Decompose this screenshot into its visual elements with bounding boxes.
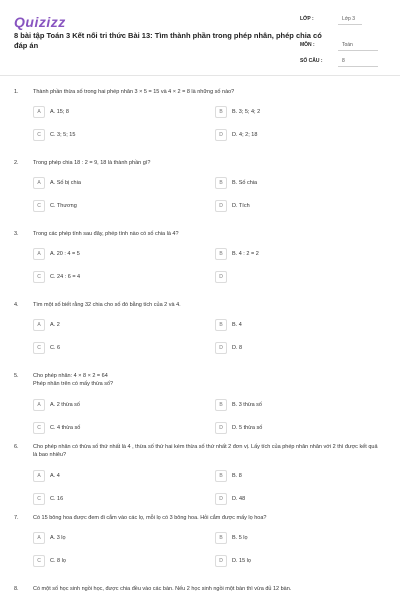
answer-option-c[interactable] [33, 271, 183, 284]
question-number: 4. [14, 302, 19, 308]
answer-option-c[interactable] [33, 342, 183, 355]
option-text: B. 8 [232, 473, 242, 479]
option-letter-box: C [33, 200, 45, 212]
question-number: 1. [14, 89, 19, 95]
answer-option-b[interactable] [215, 106, 365, 119]
option-letter-box: B [215, 106, 227, 118]
question-item [0, 228, 400, 299]
answer-option-c[interactable] [33, 200, 183, 213]
option-letter-box: D [215, 422, 227, 434]
question-number: 2. [14, 160, 19, 166]
option-letter-box: A [33, 532, 45, 544]
option-letter-box: C [33, 129, 45, 141]
option-text: A. 15; 8 [50, 109, 69, 115]
question-item [0, 370, 400, 441]
class-row [300, 14, 386, 34]
option-letter-box: C [33, 342, 45, 354]
option-letter-box: A [33, 177, 45, 189]
subject-value: Toán [338, 40, 378, 51]
question-text: Thành phần thừa số trong hai phép nhân 3 × 5 = 15 và 4 × 2 = 8 là những số nào? [33, 89, 235, 95]
option-letter-box: D [215, 493, 227, 505]
question-text: Có 15 bông hoa được đem đi cắm vào các lọ, mỗi lọ có 3 bông hoa. Hỏi cắm được mấy lọ hoa? [33, 515, 267, 521]
class-value: Lớp 3 [338, 14, 362, 25]
class-label: LỚP : [300, 16, 314, 22]
worksheet-meta [300, 14, 386, 68]
option-letter-box: D [215, 342, 227, 354]
option-text: D. 8 [232, 345, 243, 351]
question-text: Cho phép nhân: 4 × 8 × 2 = 64 Phép nhân trên có mấy thừa số? [33, 373, 114, 387]
option-letter-box: B [215, 399, 227, 411]
option-text: A. 2 [50, 322, 60, 328]
option-letter-box: C [33, 493, 45, 505]
question-text: Có một số học sinh ngồi học, được chia đều vào các bàn. Nếu 2 học sinh ngồi một bàn thì vừa đủ 12 bàn. [33, 586, 292, 592]
option-text: B. 3 thừa số [232, 402, 262, 408]
answer-option-a[interactable] [33, 399, 183, 412]
option-text: A. 3 lọ [50, 535, 66, 541]
answer-option-d[interactable] [215, 129, 365, 142]
answer-option-c[interactable] [33, 493, 183, 506]
option-letter-box: B [215, 248, 227, 260]
option-text: C. 8 lọ [50, 558, 66, 564]
worksheet-header [0, 0, 400, 76]
option-text: D. 48 [232, 496, 246, 502]
question-text: Cho phép nhân có thừa số thứ nhất là 4 , thừa số thứ hai kém thừa số thứ nhất 2 đơn vị. Lấy tích của phép nhân nhân với 2 thì được kết quả là bao nhiêu? [33, 444, 378, 458]
subject-row [300, 40, 386, 52]
option-letter-box: D [215, 129, 227, 141]
answer-option-d[interactable] [215, 200, 365, 213]
option-text: B. Số chia [232, 180, 258, 186]
answer-option-b[interactable] [215, 177, 365, 190]
question-list [0, 86, 400, 600]
question-text: Trong phép chia 18 : 2 = 9, 18 là thành phần gì? [33, 160, 151, 166]
option-letter-box: B [215, 177, 227, 189]
question-number: 8. [14, 586, 19, 592]
option-letter-box: D [215, 271, 227, 283]
question-item [0, 86, 400, 157]
option-text: D. 5 thừa số [232, 425, 263, 431]
option-letter-box: B [215, 470, 227, 482]
answer-option-a[interactable] [33, 248, 183, 261]
question-item [0, 157, 400, 228]
option-text: A. 2 thừa số [50, 402, 80, 408]
option-letter-box: D [215, 555, 227, 567]
answer-option-a[interactable] [33, 319, 183, 332]
question-item [0, 299, 400, 370]
question-number: 6. [14, 444, 19, 450]
answer-option-a[interactable] [33, 532, 183, 545]
count-label: SỐ CÂU : [300, 58, 323, 64]
question-item [0, 441, 400, 512]
question-number: 5. [14, 373, 19, 379]
question-item [0, 583, 400, 600]
option-text: C. Thương [50, 203, 77, 209]
option-letter-box: B [215, 532, 227, 544]
option-text: B. 5 lọ [232, 535, 248, 541]
answer-option-b[interactable] [215, 532, 365, 545]
answer-option-d[interactable] [215, 342, 365, 355]
option-text: A. Số bị chia [50, 180, 81, 186]
answer-option-a[interactable] [33, 177, 183, 190]
answer-option-b[interactable] [215, 319, 365, 332]
option-letter-box: A [33, 399, 45, 411]
answer-option-d[interactable] [215, 422, 365, 435]
option-text: C. 6 [50, 345, 61, 351]
subject-label: MÔN : [300, 42, 315, 48]
option-letter-box: A [33, 248, 45, 260]
option-text: A. 20 : 4 = 5 [50, 251, 80, 257]
worksheet-title: 8 bài tập Toán 3 Kết nối tri thức Bài 13: Tìm thành phần trong phép nhân, phép chia có đáp án [14, 31, 322, 50]
option-text: C. 16 [50, 496, 64, 502]
option-letter-box: D [215, 200, 227, 212]
quizizz-logo: Quizizz [14, 14, 66, 30]
option-text: C. 3; 5; 15 [50, 132, 76, 138]
answer-option-a[interactable] [33, 106, 183, 119]
option-letter-box: C [33, 271, 45, 283]
question-number: 3. [14, 231, 19, 237]
option-letter-box: A [33, 319, 45, 331]
option-text: D. Tích [232, 203, 250, 209]
option-letter-box: B [215, 319, 227, 331]
answer-option-d[interactable] [215, 555, 365, 568]
option-text: B. 4 [232, 322, 242, 328]
answer-option-a[interactable] [33, 470, 183, 483]
option-text: D. 15 lọ [232, 558, 251, 564]
answer-option-b[interactable] [215, 248, 365, 261]
option-letter-box: A [33, 470, 45, 482]
option-text: C. 24 : 6 = 4 [50, 274, 81, 280]
question-text: Tìm một số biết rằng 32 chia cho số đó bằng tích của 2 và 4. [33, 302, 181, 308]
option-letter-box: C [33, 422, 45, 434]
answer-option-c[interactable] [33, 555, 183, 568]
answer-option-c[interactable] [33, 129, 183, 142]
option-letter-box: C [33, 555, 45, 567]
answer-option-b[interactable] [215, 470, 365, 483]
option-text: D. 4; 2; 18 [232, 132, 258, 138]
question-number: 7. [14, 515, 19, 521]
option-text: B. 4 : 2 = 2 [232, 251, 259, 257]
option-letter-box: A [33, 106, 45, 118]
question-text: Trong các phép tính sau đây, phép tính nào có số chia là 4? [33, 231, 179, 237]
question-item [0, 512, 400, 583]
answer-option-b[interactable] [215, 399, 365, 412]
answer-option-d[interactable] [215, 493, 365, 506]
answer-option-d[interactable] [215, 271, 365, 284]
answer-option-c[interactable] [33, 422, 183, 435]
option-text: B. 3; 5; 4; 2 [232, 109, 261, 115]
option-text: C. 4 thừa số [50, 425, 81, 431]
count-row [300, 56, 386, 68]
option-text: A. 4 [50, 473, 60, 479]
count-value: 8 [338, 56, 378, 67]
